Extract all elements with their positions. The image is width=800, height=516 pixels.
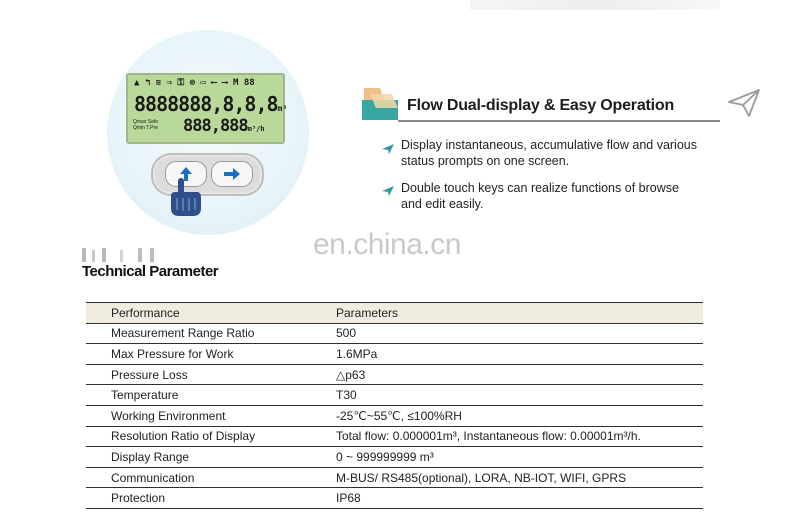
lcd-status-icons: ▲ ↰ ≋ ⇒ ⚿ ⊚ ▭ ⟵ ⟶ M 88: [134, 78, 255, 88]
header-parameters: Parameters: [336, 303, 703, 324]
table-row: [86, 344, 703, 365]
table-row: [86, 405, 703, 426]
table-row: [86, 426, 703, 447]
pointing-hand-icon: [167, 178, 203, 218]
row-label: Temperature: [86, 385, 336, 406]
lcd-small-labels: Qmax Safe Qmin T.Pre: [133, 119, 159, 131]
row-value: -25℃~55℃, ≤100%RH: [336, 405, 703, 426]
row-value: △p63: [336, 364, 703, 385]
row-value: 1.6MPa: [336, 344, 703, 365]
row-value: Total flow: 0.000001m³, Instantaneous flow: 0.00001m³/h.: [336, 426, 703, 447]
feature-title-underline: [398, 120, 720, 122]
row-label: Resolution Ratio of Display: [86, 426, 336, 447]
feature-bullet: Double touch keys can realize functions of browse and edit easily.: [401, 181, 679, 211]
row-label: Pressure Loss: [86, 364, 336, 385]
section-title: Technical Parameter: [82, 263, 219, 280]
lcd-display: [126, 73, 288, 144]
lcd-total-flow: 8888888,8,8,8m³: [134, 92, 288, 116]
table-row: [86, 467, 703, 488]
top-decoration: [470, 0, 720, 10]
right-key[interactable]: [211, 161, 253, 187]
row-label: Working Environment: [86, 405, 336, 426]
row-value: IP68: [336, 488, 703, 509]
table-header-row: [86, 303, 703, 324]
row-label: Display Range: [86, 447, 336, 468]
row-value: 0 ~ 999999999 m³: [336, 447, 703, 468]
arrow-right-icon: [223, 168, 241, 180]
table-row: [86, 447, 703, 468]
feature-badge-icon: [362, 88, 400, 120]
bullet-arrow-icon: [381, 143, 395, 155]
bullet-arrow-icon: [381, 185, 395, 197]
blurred-heading-decoration: [80, 246, 164, 264]
row-label: Max Pressure for Work: [86, 344, 336, 365]
feature-bullet: Display instantaneous, accumulative flow and various status prompts on one screen.: [401, 138, 697, 168]
table-row: [86, 323, 703, 344]
row-label: Protection: [86, 488, 336, 509]
parameter-table: [86, 302, 703, 509]
paper-plane-icon: [727, 88, 761, 118]
row-value: T30: [336, 385, 703, 406]
table-row: [86, 488, 703, 509]
row-value: M-BUS/ RS485(optional), LORA, NB-IOT, WIFI, GPRS: [336, 467, 703, 488]
feature-title: Flow Dual-display & Easy Operation: [407, 97, 675, 114]
row-label: Measurement Range Ratio: [86, 323, 336, 344]
row-value: 500: [336, 323, 703, 344]
lcd-instant-flow: 888,888m³/h: [183, 116, 265, 136]
header-performance: Performance: [86, 303, 336, 324]
table-row: [86, 385, 703, 406]
table-row: [86, 364, 703, 385]
watermark: en.china.cn: [313, 228, 461, 261]
row-label: Communication: [86, 467, 336, 488]
